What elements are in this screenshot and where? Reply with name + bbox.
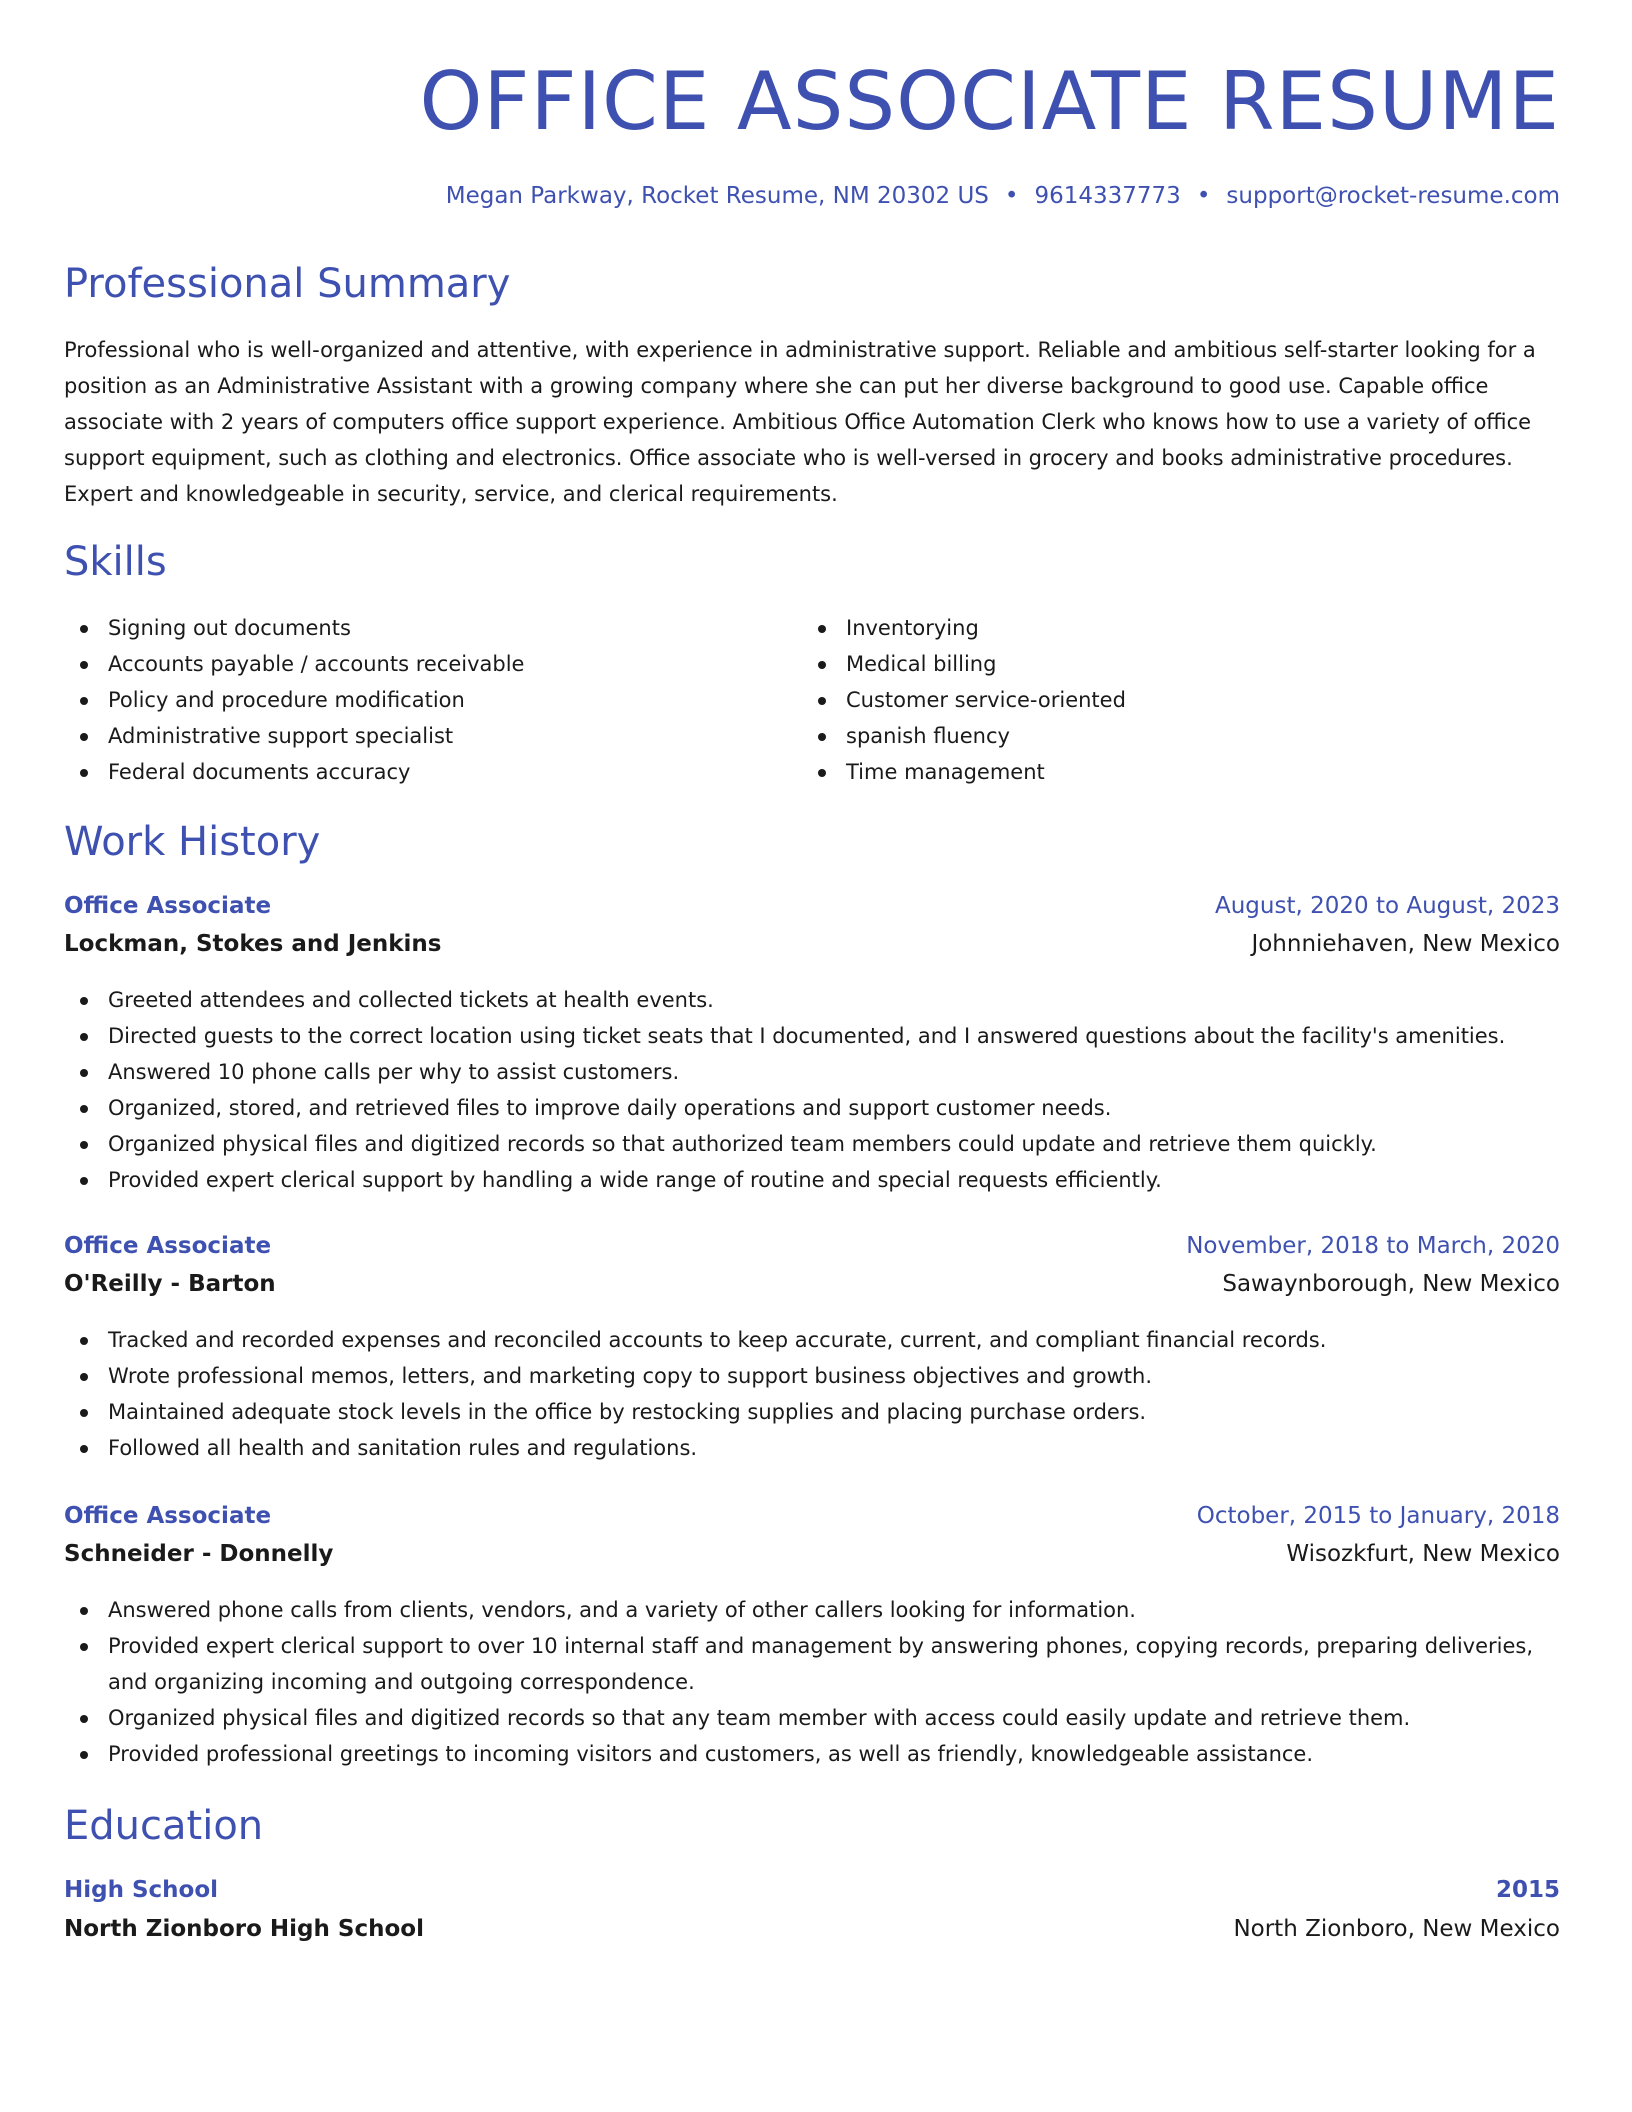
skill-item: Accounts payable / accounts receivable xyxy=(64,646,524,682)
skills-list-right xyxy=(802,610,1126,790)
contact-address: Megan Parkway, Rocket Resume, NM 20302 US xyxy=(445,183,989,209)
job-location: Wisozkfurt, New Mexico xyxy=(1286,1541,1560,1567)
education-degree-row xyxy=(64,1872,1560,1908)
summary-heading: Professional Summary xyxy=(64,261,511,307)
job-company: O'Reilly - Barton xyxy=(64,1271,276,1297)
job-title-row xyxy=(64,888,1560,924)
education-degree: High School xyxy=(64,1877,219,1903)
job-company: Schneider - Donnelly xyxy=(64,1541,334,1567)
education-heading: Education xyxy=(64,1803,264,1849)
work-history-heading: Work History xyxy=(64,819,321,865)
job-bullet: Organized, stored, and retrieved files to improve daily operations and support customer needs. xyxy=(64,1090,1560,1126)
skill-item: Inventorying xyxy=(802,610,1126,646)
contact-separator: • xyxy=(1196,183,1211,209)
job-company-row xyxy=(64,926,1560,962)
job-title-row xyxy=(64,1498,1560,1534)
job-bullet-list xyxy=(64,1322,1560,1466)
job-location: Johnniehaven, New Mexico xyxy=(1251,931,1560,957)
job-bullet: Answered 10 phone calls per why to assist customers. xyxy=(64,1054,1560,1090)
skill-item: Federal documents accuracy xyxy=(64,754,524,790)
job-bullet: Answered phone calls from clients, vendors, and a variety of other callers looking for information. xyxy=(64,1592,1560,1628)
contact-email: support@rocket-resume.com xyxy=(1226,183,1560,209)
job-bullet: Followed all health and sanitation rules and regulations. xyxy=(64,1430,1560,1466)
education-school: North Zionboro High School xyxy=(64,1916,424,1942)
job-company: Lockman, Stokes and Jenkins xyxy=(64,931,442,957)
job-bullet: Organized physical files and digitized records so that any team member with access could easily update and retrieve them. xyxy=(64,1700,1560,1736)
job-dates: October, 2015 to January, 2018 xyxy=(1196,1503,1560,1529)
skill-item: Customer service-oriented xyxy=(802,682,1126,718)
education-school-row xyxy=(64,1911,1560,1947)
job-bullet: Wrote professional memos, letters, and marketing copy to support business objectives and growth. xyxy=(64,1358,1560,1394)
job-bullet: Provided expert clerical support to over 10 internal staff and management by answering phones, copying records, preparing deliveries, and organizing incoming and outgoing correspondence. xyxy=(64,1628,1560,1700)
summary-text: Professional who is well-organized and attentive, with experience in administrative support. Reliable and ambitious self-starter looking for a position as an Administrative Assistant with a growing company where she can put her diverse background to good use. Capable office associate with 2 years of computers office support experience. Ambitious Office Automation Clerk who knows how to use a variety of office support equipment, such as clothing and electronics. Office associate who is well-versed in grocery and books administrative procedures. Expert and knowledgeable in security, service, and clerical requirements. xyxy=(64,338,1536,506)
skills-list-left xyxy=(64,610,524,790)
skill-item: Administrative support specialist xyxy=(64,718,524,754)
job-bullet: Provided expert clerical support by handling a wide range of routine and special requests efficiently. xyxy=(64,1162,1560,1198)
education-location: North Zionboro, New Mexico xyxy=(1233,1916,1560,1942)
job-bullet-list xyxy=(64,1592,1560,1772)
skills-heading: Skills xyxy=(64,539,167,585)
education-year: 2015 xyxy=(1495,1877,1560,1903)
resume-title: OFFICE ASSOCIATE RESUME xyxy=(419,55,1560,148)
contact-separator: • xyxy=(1004,183,1019,209)
job-bullet: Tracked and recorded expenses and reconciled accounts to keep accurate, current, and compliant financial records. xyxy=(64,1322,1560,1358)
job-title: Office Associate xyxy=(64,1503,272,1529)
job-bullet-list xyxy=(64,982,1560,1198)
job-dates: November, 2018 to March, 2020 xyxy=(1186,1233,1560,1259)
skill-item: Medical billing xyxy=(802,646,1126,682)
job-company-row xyxy=(64,1266,1560,1302)
job-company-row xyxy=(64,1536,1560,1572)
skill-item: Time management xyxy=(802,754,1126,790)
job-bullet: Maintained adequate stock levels in the office by restocking supplies and placing purchase orders. xyxy=(64,1394,1560,1430)
job-dates: August, 2020 to August, 2023 xyxy=(1215,893,1560,919)
job-bullet: Greeted attendees and collected tickets at health events. xyxy=(64,982,1560,1018)
job-title: Office Associate xyxy=(64,893,272,919)
job-bullet: Organized physical files and digitized records so that authorized team members could update and retrieve them quickly. xyxy=(64,1126,1560,1162)
job-location: Sawaynborough, New Mexico xyxy=(1222,1271,1560,1297)
job-bullet: Provided professional greetings to incoming visitors and customers, as well as friendly, knowledgeable assistance. xyxy=(64,1736,1560,1772)
job-title-row xyxy=(64,1228,1560,1264)
skill-item: Signing out documents xyxy=(64,610,524,646)
job-title: Office Associate xyxy=(64,1233,272,1259)
skill-item: spanish fluency xyxy=(802,718,1126,754)
contact-line xyxy=(446,178,1560,214)
contact-phone: 9614337773 xyxy=(1034,183,1181,209)
skill-item: Policy and procedure modification xyxy=(64,682,524,718)
job-bullet: Directed guests to the correct location using ticket seats that I documented, and I answered questions about the facility's amenities. xyxy=(64,1018,1560,1054)
